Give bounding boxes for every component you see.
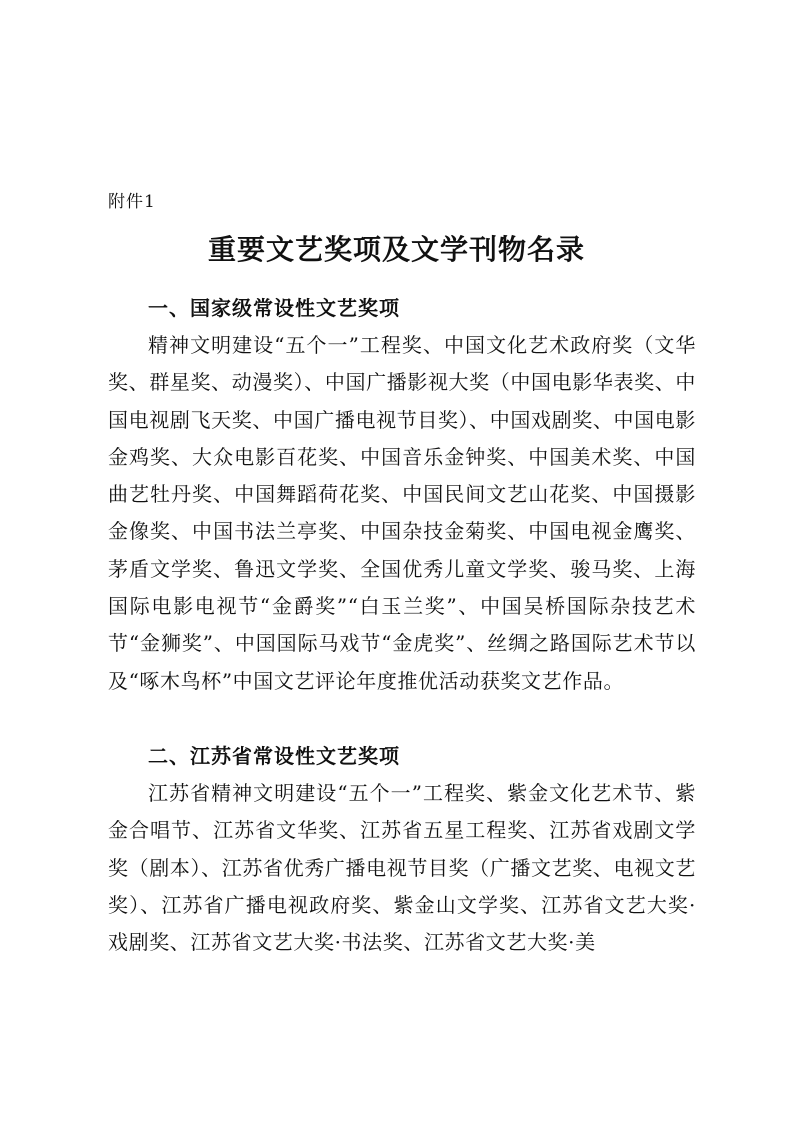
section-heading-national-awards: 一、国家级常设性文艺奖项	[148, 296, 400, 320]
document-title: 重要文艺奖项及文学刊物名录	[207, 233, 585, 266]
section-body-jiangsu-awards: 江苏省精神文明建设“五个一”工程奖、紫金文化艺术节、紫金合唱节、江苏省文华奖、江苏省五星工程奖、江苏省戏剧文学奖（剧本）、江苏省优秀广播电视节目奖（广播文艺奖、电视文艺奖）、江苏省广播电视政府奖、紫金山文学奖、江苏省文艺大奖·戏剧奖、江苏省文艺大奖·书法奖、江苏省文艺大奖·美	[108, 781, 696, 955]
attachment-label: 附件1	[108, 192, 156, 212]
section-heading-jiangsu-awards: 二、江苏省常设性文艺奖项	[148, 744, 400, 768]
section-body-national-awards: 精神文明建设“五个一”工程奖、中国文化艺术政府奖（文华奖、群星奖、动漫奖）、中国广播影视大奖（中国电影华表奖、中国电视剧飞天奖、中国广播电视节目奖）、中国戏剧奖、中国电影金鸡奖、大众电影百花奖、中国音乐金钟奖、中国美术奖、中国曲艺牡丹奖、中国舞蹈荷花奖、中国民间文艺山花奖、中国摄影金像奖、中国书法兰亭奖、中国杂技金菊奖、中国电视金鹰奖、茅盾文学奖、鲁迅文学奖、全国优秀儿童文学奖、骏马奖、上海国际电影电视节“金爵奖”“白玉兰奖”、中国吴桥国际杂技艺术节“金狮奖”、中国国际马戏节“金虎奖”、丝绸之路国际艺术节以及“啄木鸟杯”中国文艺评论年度推优活动获奖文艺作品。	[108, 333, 696, 693]
